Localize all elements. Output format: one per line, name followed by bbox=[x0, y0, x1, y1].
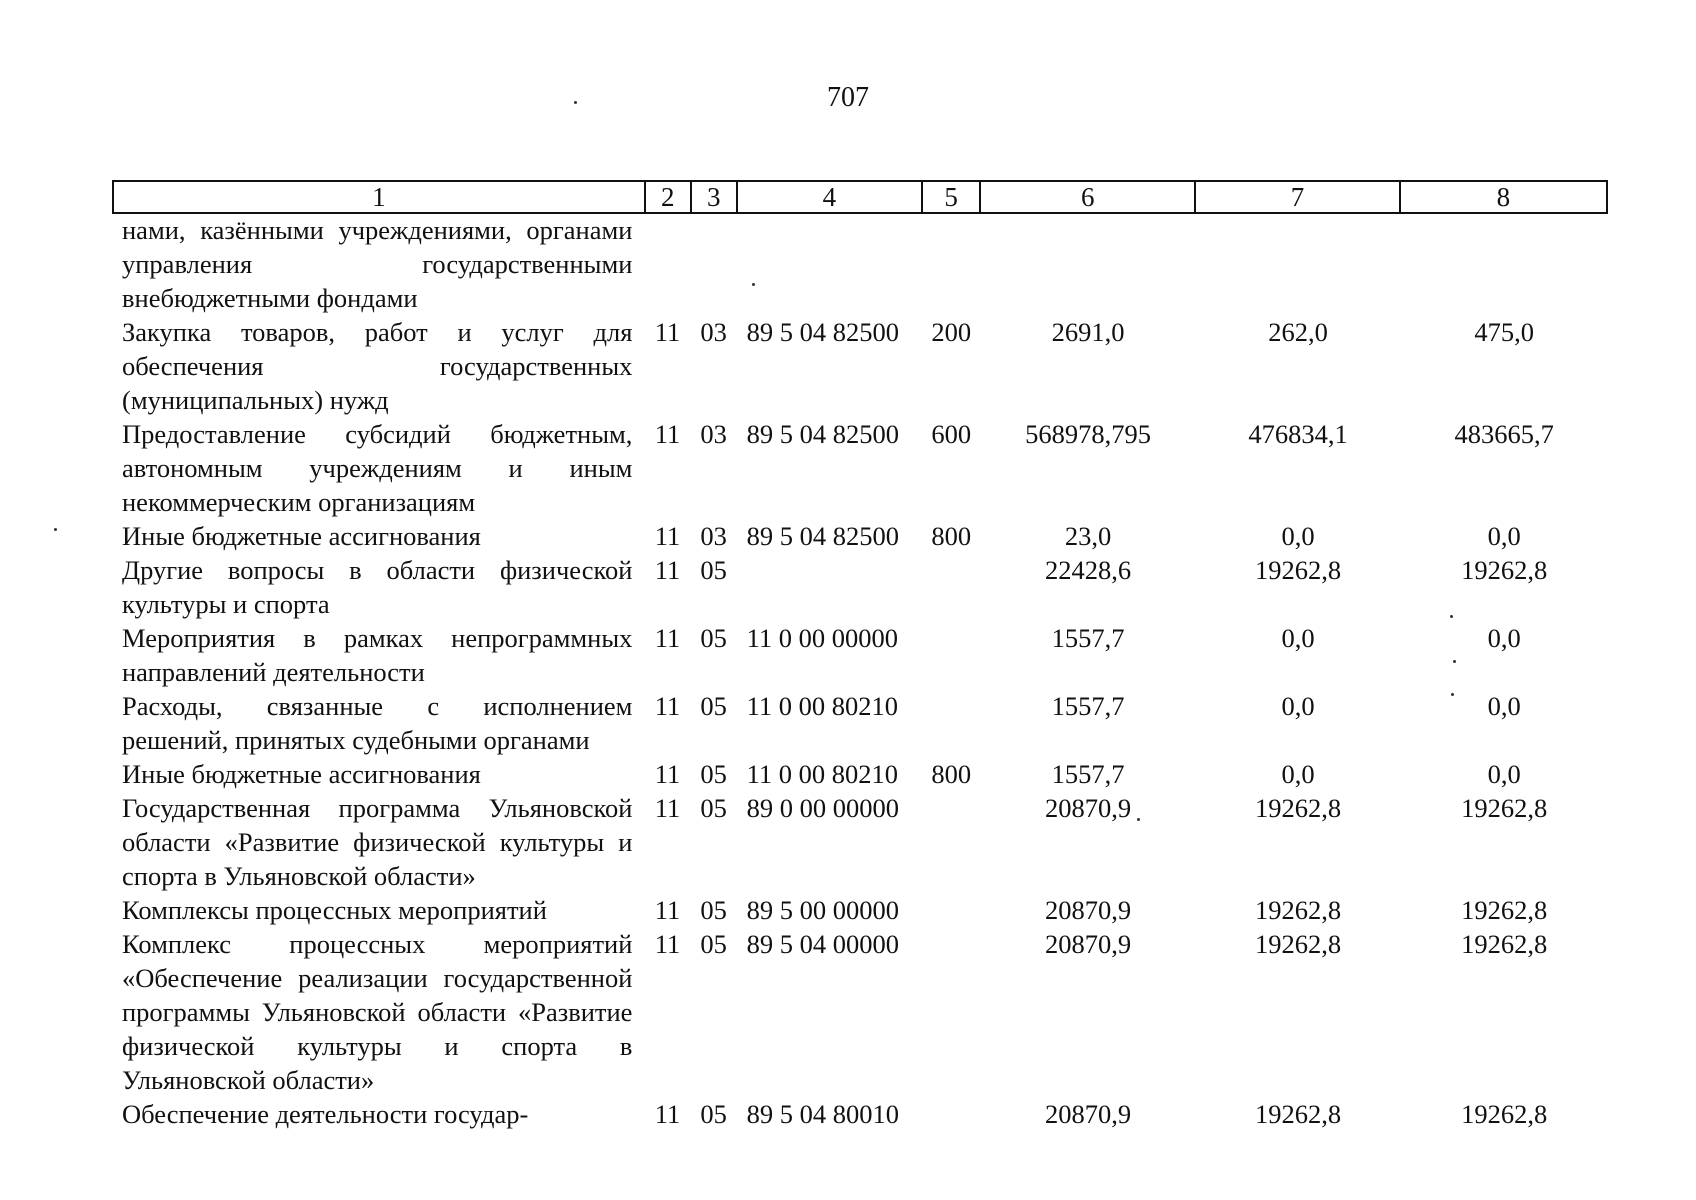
row-name: Комплекс процессных мероприятий «Обеспечение реализации государственной программы Ульяновской области «Развитие физической культуры и спорта в Ульяновской области» bbox=[122, 929, 633, 1095]
row-section: 11 bbox=[654, 555, 681, 585]
row-section: 11 bbox=[654, 929, 681, 959]
row-sum-col-7: 0,0 bbox=[1281, 521, 1315, 551]
header-col-8: 8 bbox=[1400, 181, 1607, 213]
row-sum-col-8: 19262,8 bbox=[1461, 1099, 1548, 1129]
row-subsection: 05 bbox=[700, 895, 727, 925]
row-target-code: 11 0 00 00000 bbox=[746, 623, 899, 653]
table-row bbox=[112, 1097, 1608, 1131]
row-subsection: 05 bbox=[700, 793, 727, 823]
row-expense-type: 800 bbox=[931, 759, 972, 789]
scan-speck bbox=[54, 528, 57, 531]
row-sum-col-6: 568978,795 bbox=[1025, 419, 1151, 449]
row-subsection: 05 bbox=[700, 555, 727, 585]
row-subsection: 03 bbox=[700, 317, 727, 347]
row-target-code: 89 5 04 00000 bbox=[746, 929, 900, 959]
table-row bbox=[112, 519, 1608, 553]
row-section: 11 bbox=[654, 419, 681, 449]
row-sum-col-7: 19262,8 bbox=[1255, 929, 1342, 959]
header-col-5: 5 bbox=[922, 181, 980, 213]
row-subsection bbox=[691, 213, 737, 315]
row-name: Иные бюджетные ассигнования bbox=[122, 759, 481, 789]
row-name: Другие вопросы в области физической культуры и спорта bbox=[122, 555, 633, 619]
column-number-header bbox=[112, 180, 1608, 214]
table-row bbox=[112, 315, 1608, 417]
table-row bbox=[112, 553, 1608, 621]
row-expense-type bbox=[922, 893, 980, 927]
row-section: 11 bbox=[654, 317, 681, 347]
row-target-code: 89 5 04 82500 bbox=[746, 317, 900, 347]
header-col-3: 3 bbox=[691, 181, 737, 213]
page-number: 707 bbox=[827, 82, 869, 113]
row-expense-type bbox=[922, 621, 980, 689]
row-sum-col-6: 20870,9 bbox=[1044, 1099, 1132, 1129]
row-subsection: 05 bbox=[700, 623, 727, 653]
row-target-code: 11 0 00 80210 bbox=[746, 691, 899, 721]
row-subsection: 03 bbox=[700, 521, 727, 551]
row-sum-col-6: 22428,6 bbox=[1044, 555, 1132, 585]
row-sum-col-7: 19262,8 bbox=[1255, 555, 1342, 585]
row-name: Комплексы процессных мероприятий bbox=[122, 895, 547, 925]
row-sum-col-8 bbox=[1400, 213, 1608, 315]
row-section: 11 bbox=[654, 895, 681, 925]
row-sum-col-6: 23,0 bbox=[1064, 521, 1112, 551]
row-subsection: 03 bbox=[700, 419, 727, 449]
table-row bbox=[112, 927, 1608, 1097]
row-subsection: 05 bbox=[700, 1099, 727, 1129]
table-row bbox=[112, 757, 1608, 791]
row-target-code bbox=[737, 213, 922, 315]
row-sum-col-6: 20870,9 bbox=[1044, 793, 1132, 823]
row-expense-type: 800 bbox=[931, 521, 972, 551]
row-expense-type: 200 bbox=[931, 317, 972, 347]
row-sum-col-8: 19262,8 bbox=[1461, 895, 1548, 925]
row-name: Расходы, связанные с исполнением решений, принятых судебными органами bbox=[122, 691, 633, 755]
row-sum-col-7: 19262,8 bbox=[1255, 793, 1342, 823]
row-name: Обеспечение деятельности государ- bbox=[122, 1099, 529, 1129]
row-expense-type bbox=[922, 553, 980, 621]
row-name: нами, казёнными учреждениями, органами управления государственными внебюджетными фондами bbox=[122, 215, 633, 313]
row-sum-col-7: 476834,1 bbox=[1248, 419, 1348, 449]
header-col-2: 2 bbox=[645, 181, 691, 213]
row-sum-col-6: 2691,0 bbox=[1051, 317, 1125, 347]
row-sum-col-6 bbox=[980, 213, 1196, 315]
scan-speck bbox=[574, 101, 577, 104]
row-expense-type bbox=[922, 1097, 980, 1131]
row-sum-col-7: 19262,8 bbox=[1255, 895, 1342, 925]
row-target-code: 89 0 00 00000 bbox=[746, 793, 900, 823]
header-col-1: 1 bbox=[113, 181, 645, 213]
table-row bbox=[112, 621, 1608, 689]
table-row bbox=[112, 213, 1608, 315]
row-subsection: 05 bbox=[700, 691, 727, 721]
table-row bbox=[112, 791, 1608, 893]
row-section: 11 bbox=[654, 793, 681, 823]
row-name: Закупка товаров, работ и услуг для обеспечения государственных (муниципальных) нужд bbox=[122, 317, 633, 415]
row-expense-type bbox=[922, 791, 980, 893]
row-sum-col-8: 0,0 bbox=[1487, 759, 1521, 789]
row-sum-col-6: 20870,9 bbox=[1044, 895, 1132, 925]
row-expense-type bbox=[922, 689, 980, 757]
table-row bbox=[112, 689, 1608, 757]
row-subsection: 05 bbox=[700, 759, 727, 789]
row-section: 11 bbox=[654, 691, 681, 721]
row-target-code: 89 5 00 00000 bbox=[746, 895, 900, 925]
row-section: 11 bbox=[654, 1099, 681, 1129]
row-section: 11 bbox=[654, 623, 681, 653]
row-expense-type bbox=[922, 927, 980, 1097]
row-subsection: 05 bbox=[700, 929, 727, 959]
row-sum-col-8: 475,0 bbox=[1474, 317, 1534, 347]
budget-table bbox=[112, 213, 1608, 1131]
row-sum-col-8: 0,0 bbox=[1487, 691, 1521, 721]
row-target-code bbox=[737, 553, 922, 621]
row-sum-col-8: 19262,8 bbox=[1461, 555, 1548, 585]
row-expense-type bbox=[922, 213, 980, 315]
row-sum-col-6: 20870,9 bbox=[1044, 929, 1132, 959]
header-col-4: 4 bbox=[737, 181, 922, 213]
header-col-6: 6 bbox=[980, 181, 1195, 213]
row-sum-col-8: 0,0 bbox=[1487, 623, 1521, 653]
row-sum-col-8: 19262,8 bbox=[1461, 793, 1548, 823]
row-target-code: 11 0 00 80210 bbox=[746, 759, 899, 789]
row-target-code: 89 5 04 82500 bbox=[746, 521, 900, 551]
row-sum-col-7: 262,0 bbox=[1268, 317, 1328, 347]
row-name: Государственная программа Ульяновской области «Развитие физической культуры и спорта в Ульяновской области» bbox=[122, 793, 633, 891]
row-name: Иные бюджетные ассигнования bbox=[122, 521, 481, 551]
table-row bbox=[112, 893, 1608, 927]
row-section: 11 bbox=[654, 759, 681, 789]
row-name: Мероприятия в рамках непрограммных направлений деятельности bbox=[122, 623, 633, 687]
row-target-code: 89 5 04 82500 bbox=[746, 419, 900, 449]
row-sum-col-6: 1557,7 bbox=[1051, 691, 1125, 721]
row-section: 11 bbox=[654, 521, 681, 551]
row-target-code: 89 5 04 80010 bbox=[746, 1099, 900, 1129]
table-row bbox=[112, 417, 1608, 519]
row-sum-col-8: 483665,7 bbox=[1454, 419, 1554, 449]
row-sum-col-6: 1557,7 bbox=[1051, 623, 1125, 653]
row-sum-col-7: 0,0 bbox=[1281, 759, 1315, 789]
row-sum-col-8: 19262,8 bbox=[1461, 929, 1548, 959]
row-sum-col-7: 19262,8 bbox=[1255, 1099, 1342, 1129]
row-name: Предоставление субсидий бюджетным, автономным учреждениям и иным некоммерческим организациям bbox=[122, 419, 633, 517]
row-sum-col-8: 0,0 bbox=[1487, 521, 1521, 551]
table-body bbox=[112, 213, 1608, 1131]
row-sum-col-7: 0,0 bbox=[1281, 623, 1315, 653]
row-sum-col-7: 0,0 bbox=[1281, 691, 1315, 721]
header-col-7: 7 bbox=[1195, 181, 1399, 213]
row-section bbox=[644, 213, 690, 315]
row-sum-col-7 bbox=[1196, 213, 1401, 315]
row-expense-type: 600 bbox=[931, 419, 972, 449]
row-sum-col-6: 1557,7 bbox=[1051, 759, 1125, 789]
